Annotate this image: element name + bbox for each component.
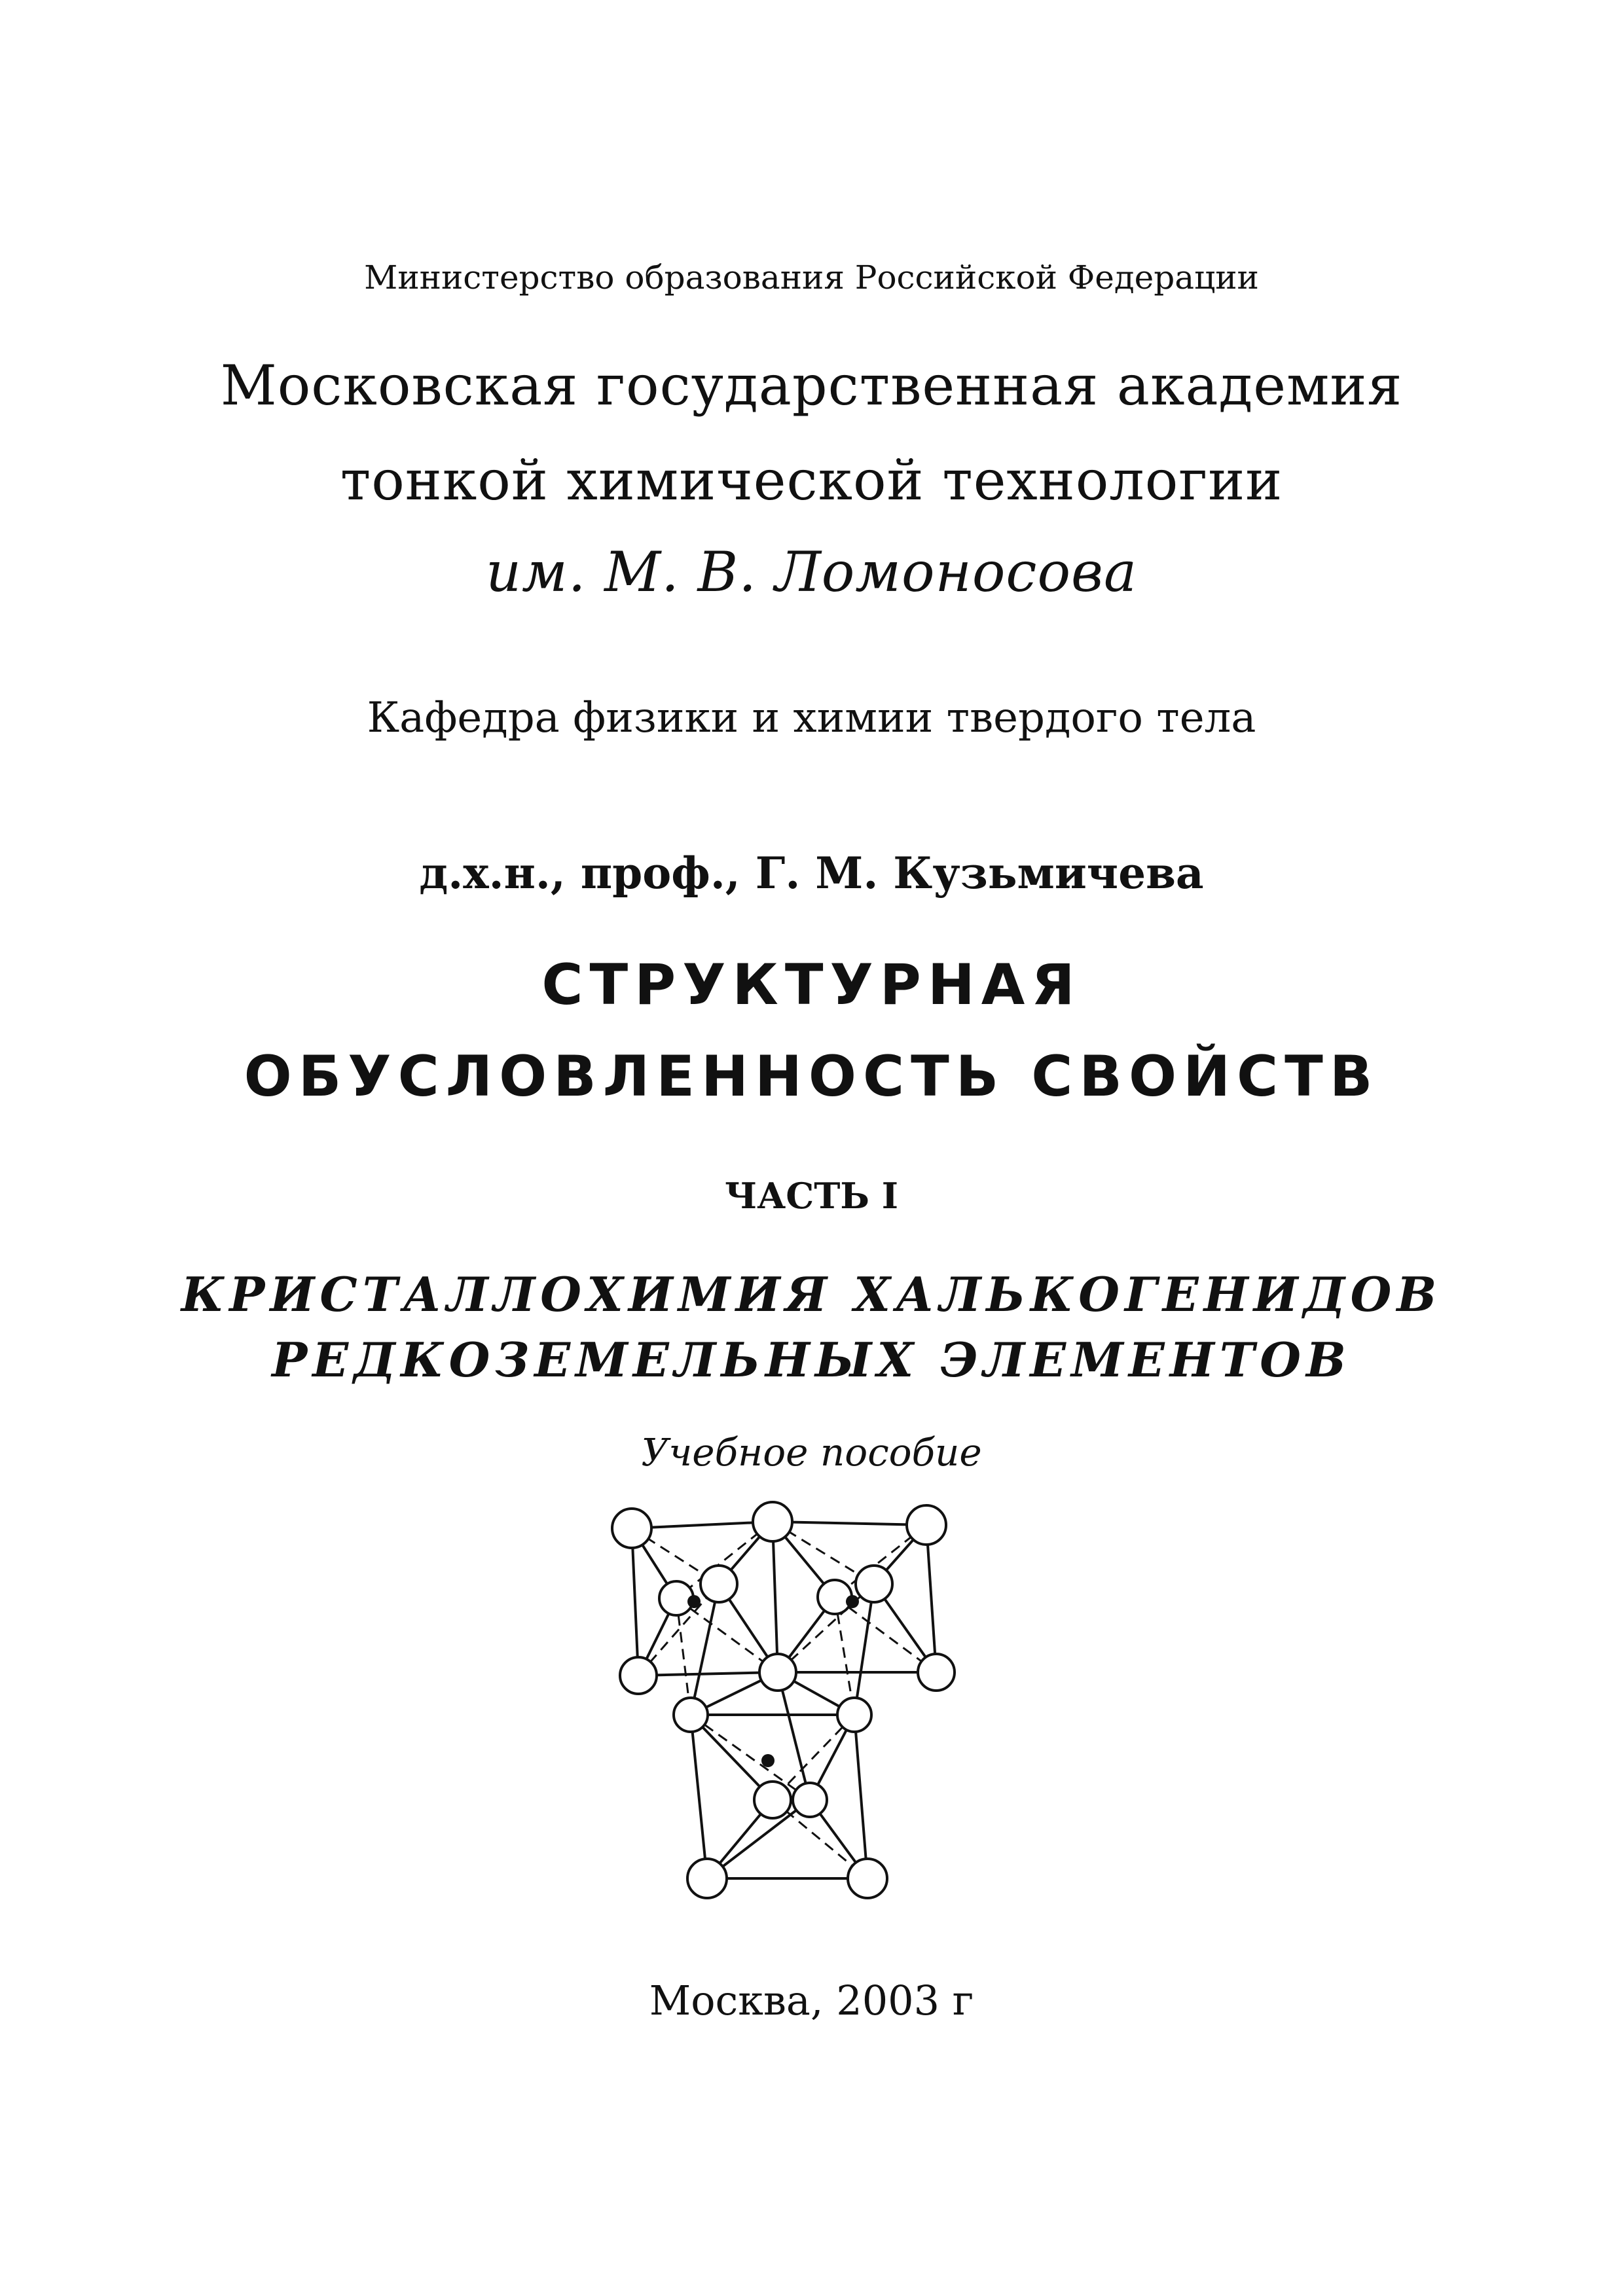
- publication-type: Учебное пособие: [641, 1430, 982, 1475]
- subtitle-line1: КРИСТАЛЛОХИМИЯ ХАЛЬКОГЕНИДОВ: [181, 1266, 1442, 1322]
- book-title-line2: ОБУСЛОВЛЕННОСТЬ СВОЙСТВ: [244, 1044, 1379, 1109]
- academy-name-line2: тонкой химической технологии: [340, 448, 1283, 512]
- ministry-line: Министерство образования Российской Федерации: [364, 259, 1259, 296]
- subtitle-line2: РЕДКОЗЕМЕЛЬНЫХ ЭЛЕМЕНТОВ: [272, 1332, 1351, 1388]
- part-label: ЧАСТЬ I: [724, 1175, 899, 1217]
- author-line: д.х.н., проф., Г. М. Кузьмичева: [419, 848, 1204, 899]
- academy-name-line1: Московская государственная академия: [220, 353, 1403, 418]
- crystal-structure-icon: [609, 1499, 1015, 1918]
- imprint-line: Москва, 2003 г: [649, 1977, 974, 2024]
- academy-name-line3: им. М. В. Ломоносова: [485, 540, 1138, 604]
- book-title-line1: СТРУКТУРНАЯ: [541, 952, 1082, 1018]
- department-line: Кафедра физики и химии твердого тела: [367, 694, 1256, 742]
